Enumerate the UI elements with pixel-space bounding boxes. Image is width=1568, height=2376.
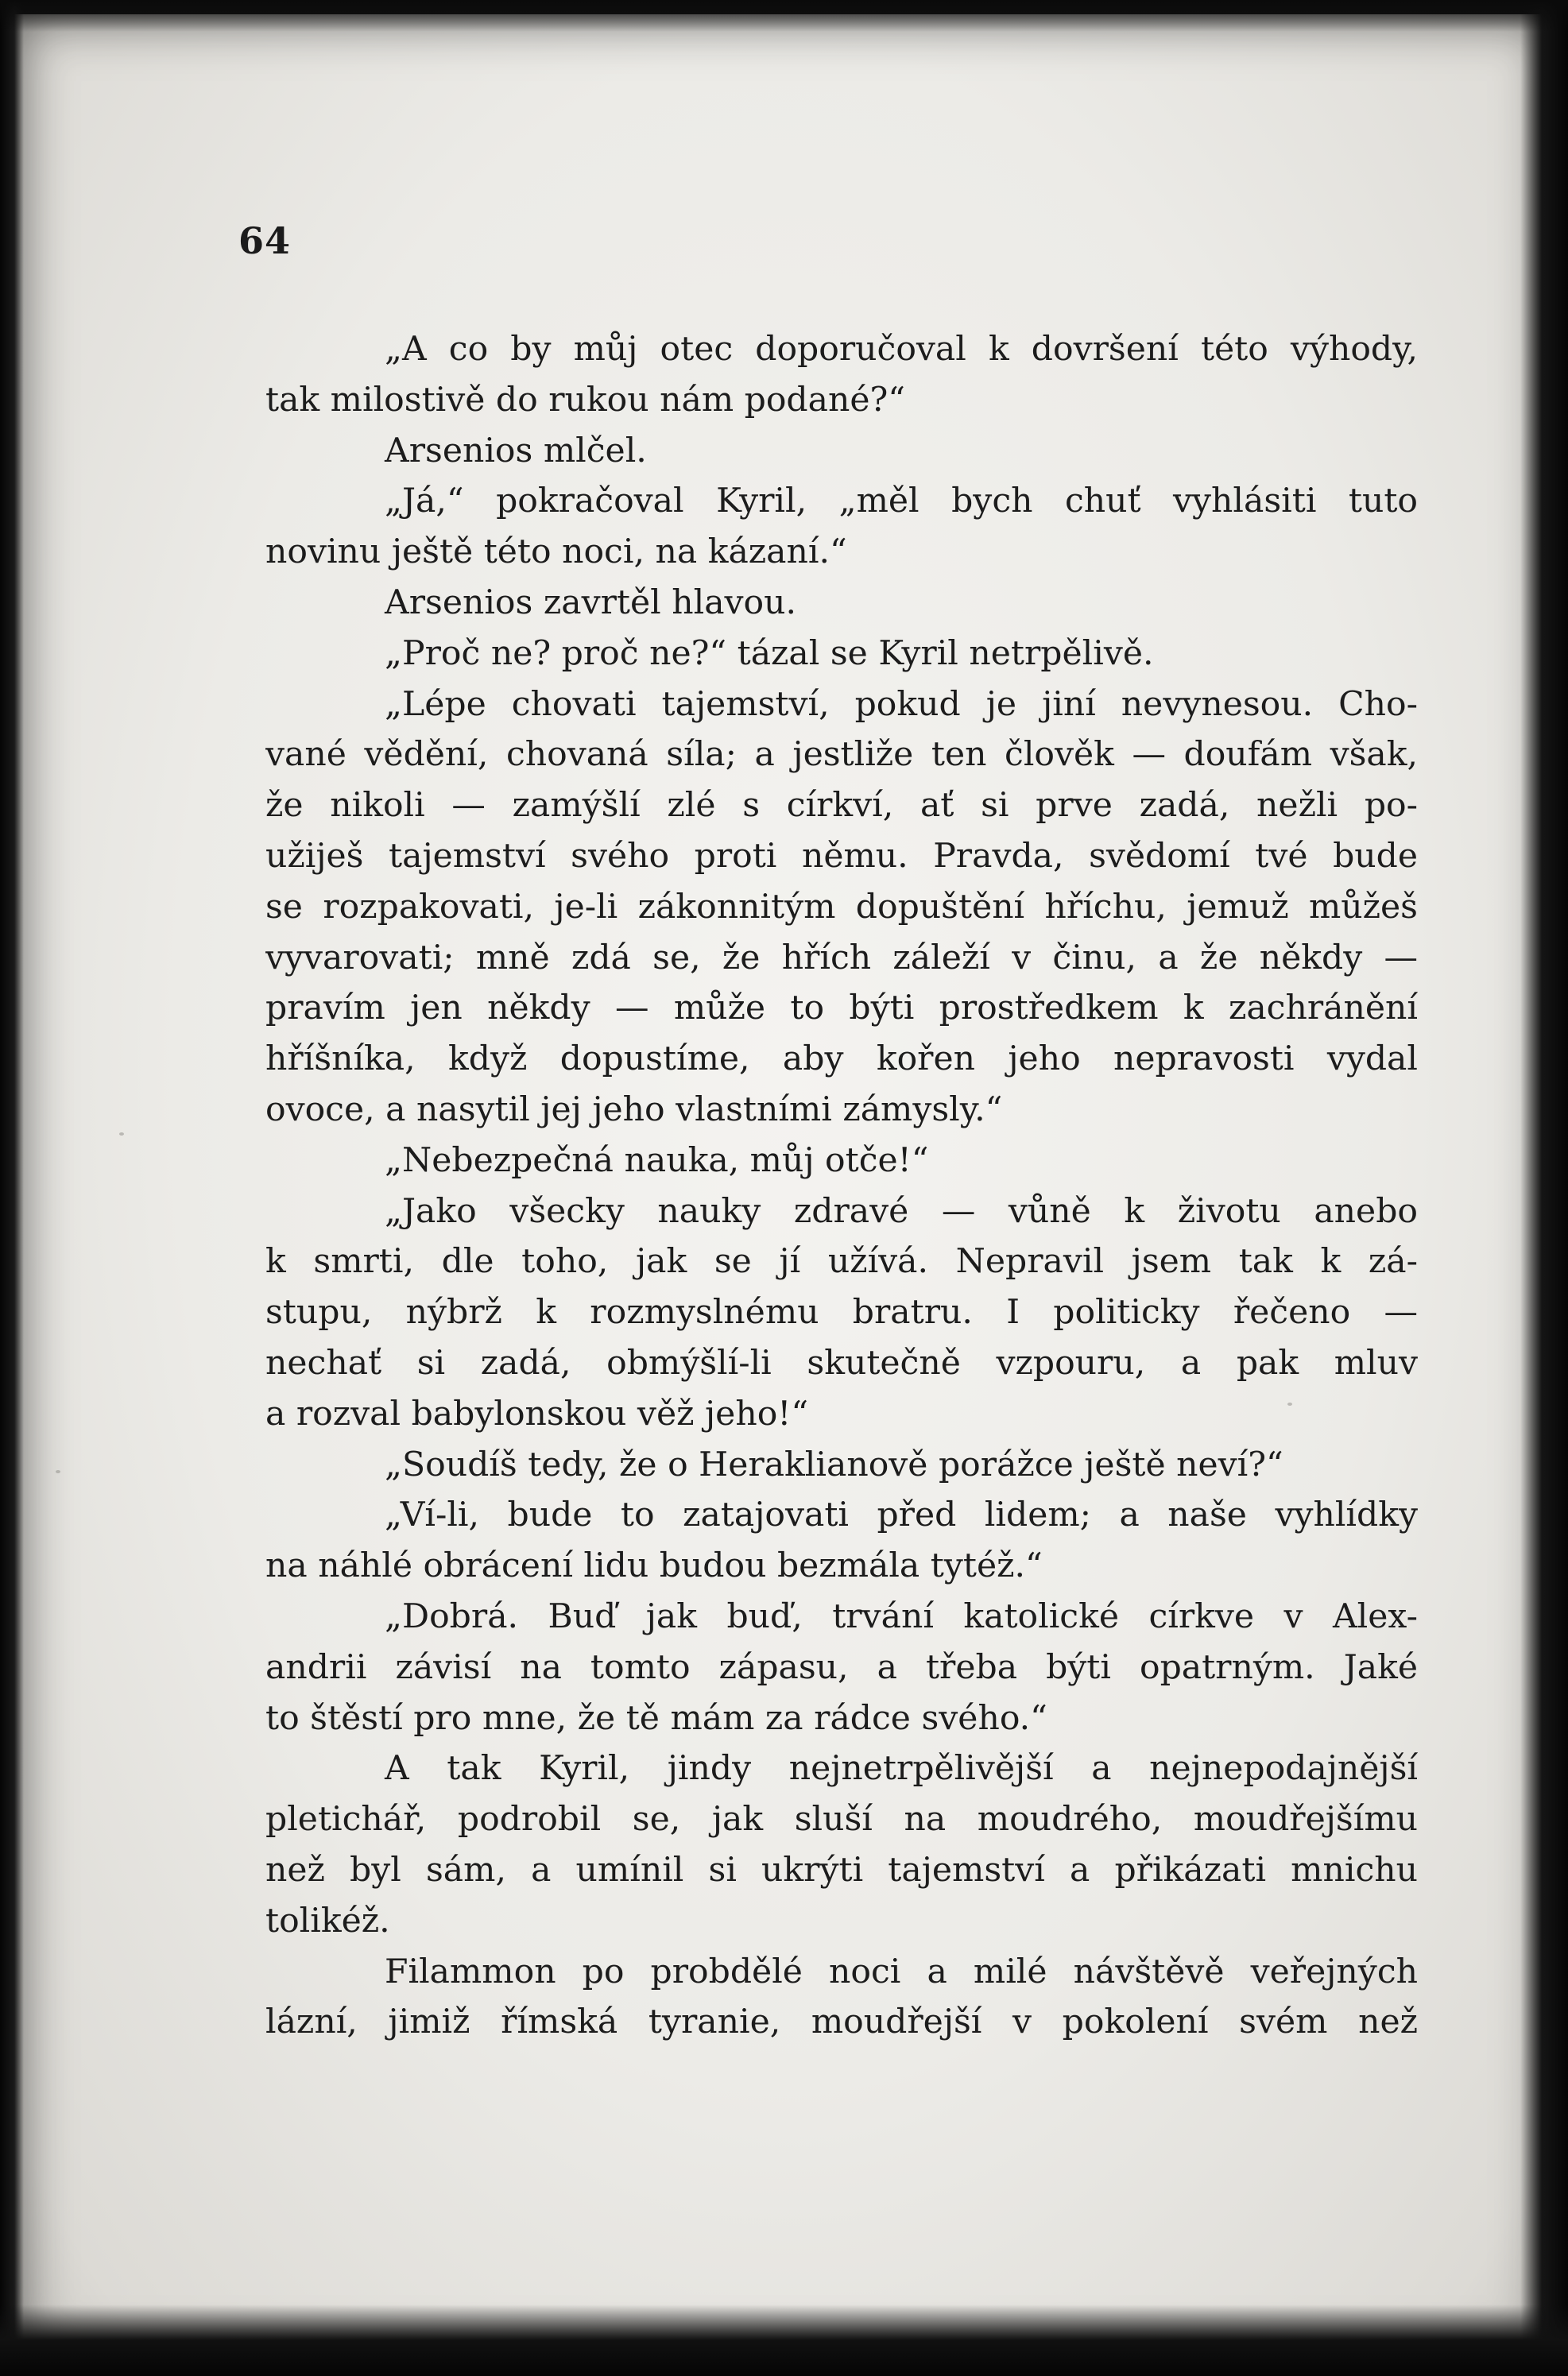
scan-speck: [56, 1470, 60, 1473]
text-line: vané vědění, chovaná síla; a jestliže ten člověk — doufám však,: [265, 735, 1418, 775]
text-line: „Dobrá. Buď jak buď, trvání katolické církve v Alex-: [385, 1596, 1418, 1636]
text-line: to štěstí pro mne, že tě mám za rádce svého.“: [265, 1698, 1047, 1738]
text-line: stupu, nýbrž k rozmyslnému bratru. I politicky řečeno —: [265, 1293, 1418, 1333]
text-line: k smrti, dle toho, jak se jí užívá. Nepravil jsem tak k zá-: [265, 1242, 1418, 1282]
text-line: pletichář, podrobil se, jak sluší na moudrého, moudřejšímu: [265, 1800, 1418, 1840]
body-text: [265, 324, 1418, 2048]
text-line: pravím jen někdy — může to býti prostředkem k zachránění: [265, 989, 1418, 1028]
page-number: 64: [238, 219, 292, 262]
text-line: „A co by můj otec doporučoval k dovršení této výhody,: [385, 330, 1418, 369]
text-line: „Proč ne? proč ne?“ tázal se Kyril netrpělivě.: [385, 633, 1154, 673]
text-line: „Lépe chovati tajemství, pokud je jiní nevynesou. Cho-: [385, 684, 1418, 724]
scan-shadow-bottom: [0, 2304, 1568, 2376]
text-line: novinu ještě této noci, na kázaní.“: [265, 532, 847, 572]
text-line: tolikéž.: [265, 1901, 390, 1941]
text-line: na náhlé obrácení lidu budou bezmála tytéž.“: [265, 1546, 1043, 1586]
text-line: vyvarovati; mně zdá se, že hřích záleží v činu, a že někdy —: [265, 938, 1418, 977]
text-line: „Soudíš tedy, že o Heraklianově porážce ještě neví?“: [385, 1445, 1283, 1484]
text-line: Filammon po probdělé noci a milé návštěvě veřejných: [385, 1952, 1418, 1991]
text-line: hříšníka, když dopustíme, aby kořen jeho nepravosti vydal: [265, 1039, 1418, 1079]
text-line: tak milostivě do rukou nám podané?“: [265, 380, 906, 420]
text-line: lázní, jimiž římská tyranie, moudřejší v pokolení svém než: [265, 2003, 1418, 2042]
scan-shadow-top: [0, 0, 1568, 32]
text-line: Arsenios mlčel.: [385, 431, 647, 470]
text-line: se rozpakovati, je-li zákonnitým dopuštění hříchu, jemuž můžeš: [265, 887, 1418, 927]
text-line: Arsenios zavrtěl hlavou.: [385, 582, 797, 622]
text-line: „Jako všecky nauky zdravé — vůně k životu anebo: [385, 1191, 1418, 1231]
text-line: A tak Kyril, jindy nejnetrpělivější a nejnepodajnější: [385, 1749, 1418, 1789]
text-line: užiješ tajemství svého proti němu. Pravda, svědomí tvé bude: [265, 836, 1418, 876]
text-line: nechať si zadá, obmýšlí-li skutečně vzpouru, a pak mluv: [265, 1343, 1418, 1383]
text-line: než byl sám, a umínil si ukrýti tajemství a přikázati mnichu: [265, 1850, 1418, 1890]
scan-speck: [119, 1132, 124, 1136]
text-line: že nikoli — zamýšlí zlé s církví, ať si prve zadá, nežli po-: [265, 786, 1418, 826]
text-line: „Nebezpečná nauka, můj otče!“: [385, 1140, 929, 1180]
scan-speck: [1287, 1403, 1292, 1406]
text-line: andrii závisí na tomto zápasu, a třeba býti opatrným. Jaké: [265, 1647, 1418, 1687]
scan-shadow-right: [1520, 0, 1568, 2376]
scan-shadow-left: [0, 0, 24, 2376]
text-line: ovoce, a nasytil jej jeho vlastními zámysly.“: [265, 1089, 1003, 1129]
text-line: a rozval babylonskou věž jeho!“: [265, 1394, 809, 1434]
text-line: „Já,“ pokračoval Kyril, „měl bych chuť vyhlásiti tuto: [385, 482, 1418, 521]
text-line: „Ví-li, bude to zatajovati před lidem; a naše vyhlídky: [385, 1496, 1418, 1535]
